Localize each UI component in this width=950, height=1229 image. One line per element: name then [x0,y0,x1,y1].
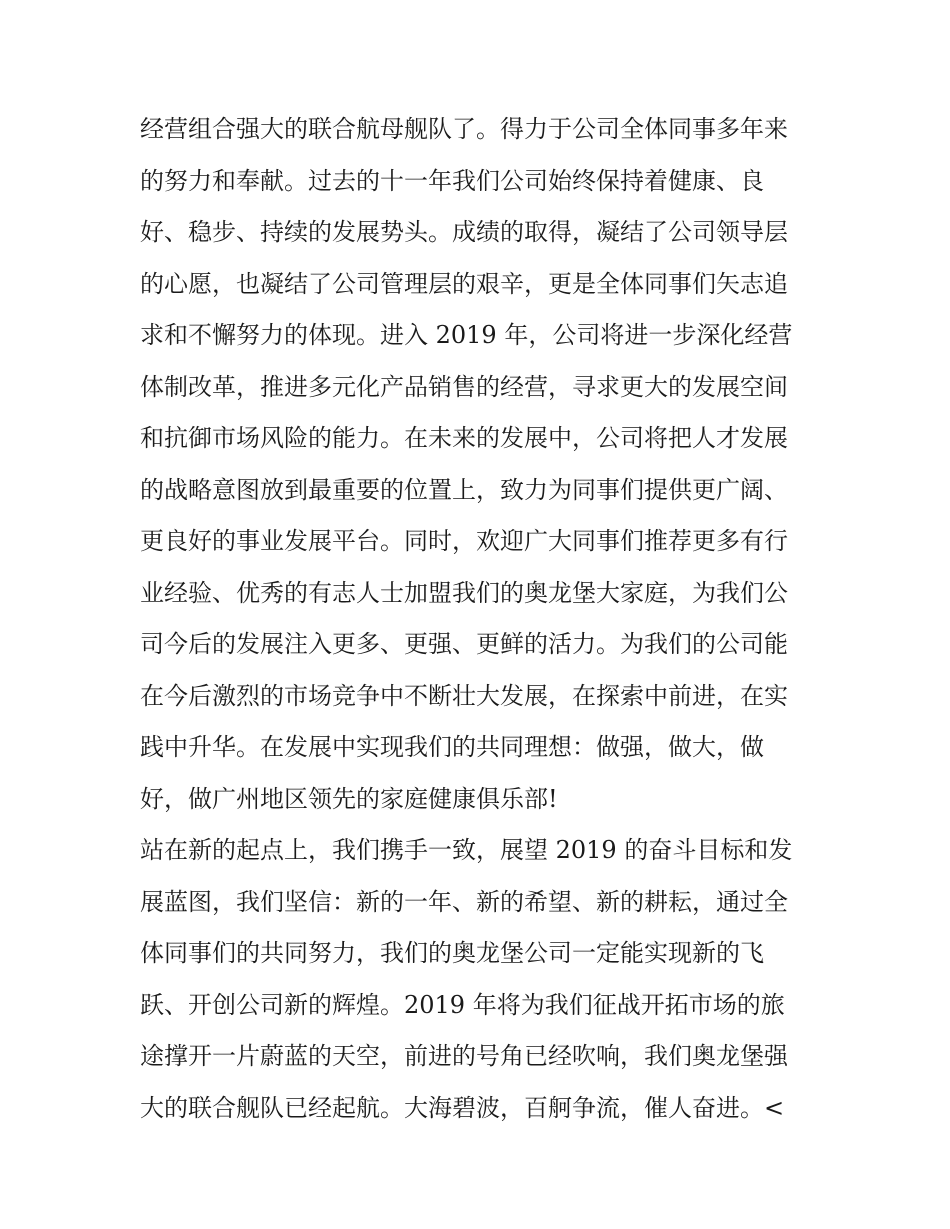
text-line: 途撑开一片蔚蓝的天空，前进的号角已经吹响，我们奥龙堡强 [140,1042,788,1070]
text-line: 求和不懈努力的体现。进入 2019 年，公司将进一步深化经营 [140,321,793,349]
text-line: 的心愿，也凝结了公司管理层的艰辛，更是全体同事们矢志追 [140,269,788,298]
text-line: 展蓝图，我们坚信：新的一年、新的希望、新的耕耘，通过全 [140,887,788,916]
text-line: 的努力和奉献。过去的十一年我们公司始终保持着健康、良 [140,166,764,195]
text-line: 司今后的发展注入更多、更强、更鲜的活力。为我们的公司能 [140,630,788,658]
text-line: 更良好的事业发展平台。同时，欢迎广大同事们推荐更多有行 [140,527,788,555]
text-line: 站在新的起点上，我们携手一致，展望 2019 的奋斗目标和发 [140,836,793,864]
text-line: 和抗御市场风险的能力。在未来的发展中，公司将把人才发展 [140,424,788,452]
body-text [140,104,820,1134]
text-line: 业经验、优秀的有志人士加盟我们的奥龙堡大家庭，为我们公 [140,578,788,607]
text-line: 体同事们的共同努力，我们的奥龙堡公司一定能实现新的飞 [140,939,764,967]
text-line: 好，做广州地区领先的家庭健康俱乐部! [140,784,558,813]
text-line: 的战略意图放到最重要的位置上，致力为同事们提供更广阔、 [140,475,788,504]
text-line: 跃、开创公司新的辉煌。2019 年将为我们征战开拓市场的旅 [140,990,785,1019]
text-line: 践中升华。在发展中实现我们的共同理想：做强，做大，做 [140,733,764,761]
text-line: 好、稳步、持续的发展势头。成绩的取得，凝结了公司领导层 [140,218,788,246]
text-line: 大的联合舰队已经起航。大海碧波，百舸争流，催人奋进。< [140,1093,785,1122]
text-line: 在今后激烈的市场竞争中不断壮大发展，在探索中前进，在实 [140,681,788,710]
text-line: 经营组合强大的联合航母舰队了。得力于公司全体同事多年来 [140,115,788,143]
text-line: 体制改革，推进多元化产品销售的经营，寻求更大的发展空间 [140,372,788,401]
